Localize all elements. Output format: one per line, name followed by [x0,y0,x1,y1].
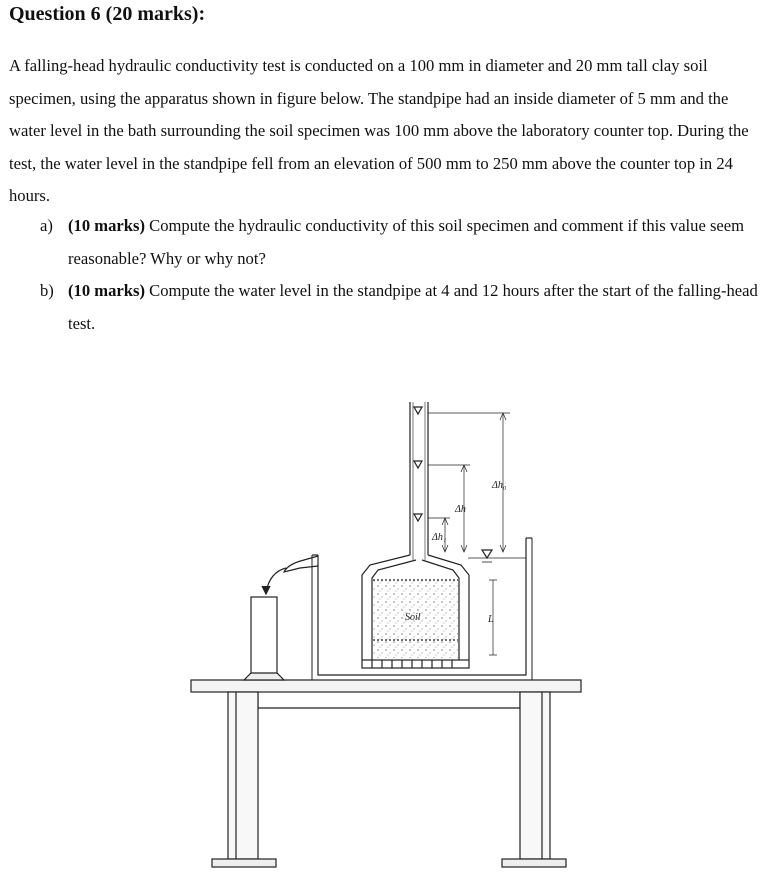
graduated-cylinder [251,597,277,675]
question-intro: A falling-head hydraulic conductivity test is conducted on a 100 mm in diameter and 20 mm tall clay soil specimen, using the apparatus shown in figure below. The standpipe had an inside diameter of 5 mm and the water level in the bath surrounding the soil specimen was 100 mm above the laboratory counter top. During the test, the water level in the standpipe fell from an elevation of 500 mm to 250 mm above the counter top in 24 hours. [9,56,749,206]
part-b-marks: (10 marks) [68,281,145,300]
dh1-label: Δh₁ [432,532,447,543]
part-b [40,275,760,340]
dh-label: Δh [455,504,466,515]
part-a-marker: a) [40,216,53,235]
soil-label: Soil [405,612,421,623]
question-title: Question 6 (20 marks): [9,3,206,25]
part-a-text: Compute the hydraulic conductivity of this soil specimen and comment if this value seem reasonable? Why or why not? [68,216,745,268]
part-b-marker: b) [40,281,54,300]
table-foot-left [212,859,276,867]
table-leg-left [228,692,258,859]
table-foot-right [502,859,566,867]
table-top [191,680,581,692]
L-label: L [488,614,494,625]
standpipe-level-final [414,514,422,521]
dh0-label: Δh₀ [492,480,507,491]
standpipe-level-initial [414,407,422,414]
standpipe-level-mid [414,461,422,468]
falling-head-apparatus-figure [180,395,590,880]
table-leg-right [520,692,550,859]
part-b-text: Compute the water level in the standpipe at 4 and 12 hours after the start of the falling-head test. [68,281,758,333]
overflow-spout [284,556,318,572]
part-a-marks: (10 marks) [68,216,145,235]
part-a [40,210,760,275]
porous-base [362,660,469,668]
